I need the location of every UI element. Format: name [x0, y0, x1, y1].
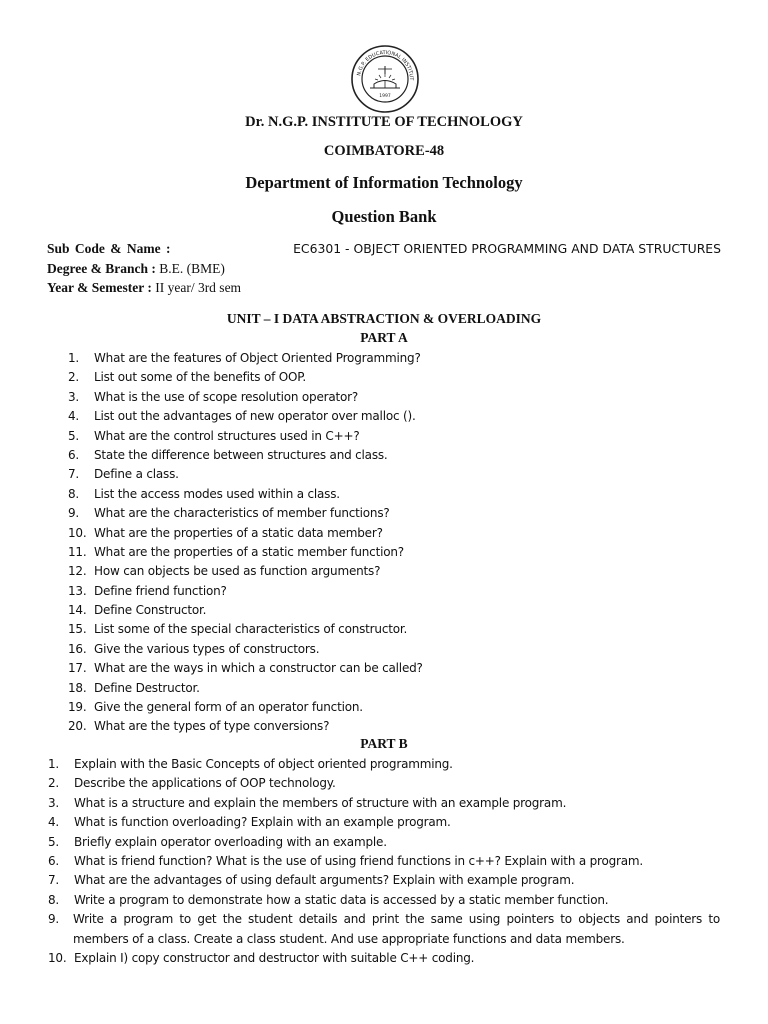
- part-b-item: [0, 910, 768, 949]
- part-a-item: [0, 717, 768, 736]
- item-text: Briefly explain operator overloading with an example.: [74, 834, 387, 849]
- item-number: 3.: [68, 389, 80, 404]
- item-text: What are the advantages of using default arguments? Explain with example program.: [74, 873, 575, 888]
- item-text: What are the ways in which a constructor can be called?: [94, 661, 423, 676]
- item-number: 18.: [68, 680, 87, 695]
- item-number: 14.: [68, 603, 87, 618]
- part-b-list: [0, 755, 768, 968]
- item-number: 19.: [68, 700, 87, 715]
- part-a-item: [0, 679, 768, 698]
- item-text: What are the characteristics of member functions?: [94, 506, 390, 521]
- part-a-item: [0, 465, 768, 484]
- part-b-item: [0, 852, 768, 871]
- year-value: II year/ 3rd sem: [155, 280, 242, 295]
- part-a-item: [0, 640, 768, 659]
- part-a-item: [0, 659, 768, 678]
- year-line: [47, 280, 241, 296]
- item-number: 8.: [48, 892, 60, 907]
- item-text: Give the various types of constructors.: [94, 641, 320, 656]
- part-a-item: [0, 427, 768, 446]
- part-b-item: [0, 774, 768, 793]
- part-b-item: [0, 891, 768, 910]
- part-a-item: [0, 446, 768, 465]
- item-number: 1.: [68, 351, 80, 365]
- item-text: List some of the special characteristics of constructor.: [94, 622, 408, 637]
- part-b-item: [0, 813, 768, 832]
- part-a-item: [0, 698, 768, 717]
- item-number: 6.: [48, 853, 60, 868]
- part-b-item: [0, 949, 768, 968]
- part-a-list: [0, 349, 768, 737]
- part-a-item: [0, 620, 768, 639]
- item-number: 20.: [68, 719, 87, 734]
- part-a-item: [0, 524, 768, 543]
- part-a-item: [0, 407, 768, 426]
- item-text: Define friend function?: [94, 583, 227, 598]
- item-number: 13.: [68, 583, 87, 598]
- subject-label: Sub Code & Name :: [47, 241, 171, 256]
- department-title: Department of Information Technology: [245, 173, 523, 192]
- item-text: List out some of the benefits of OOP.: [94, 370, 306, 385]
- item-text: What are the types of type conversions?: [94, 719, 330, 734]
- subject-line: [47, 241, 721, 257]
- part-a-title: PART A: [360, 330, 408, 345]
- year-label: Year & Semester :: [47, 280, 152, 295]
- item-text: What is the use of scope resolution operator?: [94, 389, 359, 404]
- part-a-item: [0, 582, 768, 601]
- degree-value: B.E. (BME): [159, 261, 225, 276]
- item-number: 2.: [68, 370, 80, 385]
- item-text: Define Constructor.: [94, 603, 207, 618]
- part-b-item: [0, 794, 768, 813]
- unit-title: UNIT – I DATA ABSTRACTION & OVERLOADING: [226, 311, 542, 326]
- item-number: 11.: [68, 544, 87, 559]
- degree-line: [47, 261, 225, 277]
- item-text: Define Destructor.: [94, 680, 200, 695]
- part-b-item: [0, 871, 768, 890]
- item-number: 3.: [48, 795, 60, 810]
- item-number: 9.: [48, 912, 60, 927]
- item-text: List out the advantages of new operator over malloc ().: [94, 409, 416, 424]
- part-a-item: [0, 485, 768, 504]
- item-number: 9.: [68, 506, 80, 521]
- part-a-item: [0, 601, 768, 620]
- institute-city: COIMBATORE-48: [323, 143, 445, 159]
- item-number: 5.: [68, 428, 80, 443]
- item-number: 16.: [68, 641, 87, 656]
- item-text: List the access modes used within a class.: [94, 486, 340, 501]
- item-text: What is friend function? What is the use of using friend functions in c++? Explain with a program.: [74, 853, 644, 868]
- item-number: 6.: [68, 447, 80, 462]
- item-text: What are the properties of a static member function?: [94, 544, 404, 559]
- item-text: Give the general form of an operator function.: [94, 700, 363, 715]
- item-text: Write a program to get the student details and print the same using pointers to objects and pointers to members of a class. Create a class student. And use appropriate functions and data members.: [73, 912, 720, 946]
- part-a-item: [0, 504, 768, 523]
- item-text: Explain I) copy constructor and destructor with suitable C++ coding.: [74, 950, 475, 965]
- item-text: Explain with the Basic Concepts of object oriented programming.: [74, 757, 453, 771]
- item-number: 4.: [68, 409, 80, 424]
- item-number: 2.: [48, 776, 60, 791]
- item-text: State the difference between structures and class.: [94, 447, 388, 462]
- item-text: Define a class.: [94, 467, 179, 482]
- item-text: What is a structure and explain the members of structure with an example program.: [74, 795, 567, 810]
- item-number: 15.: [68, 622, 87, 637]
- part-a-item: [0, 388, 768, 407]
- item-number: 12.: [68, 564, 87, 579]
- item-number: 5.: [48, 834, 60, 849]
- part-b-title: PART B: [360, 736, 408, 751]
- item-text: What is function overloading? Explain with an example program.: [74, 815, 451, 830]
- part-a-item: [0, 562, 768, 581]
- document-title: Question Bank: [331, 207, 437, 226]
- item-number: 8.: [68, 486, 80, 501]
- item-number: 7.: [68, 467, 80, 482]
- item-number: 17.: [68, 661, 87, 676]
- svg-text:1997: 1997: [379, 94, 391, 99]
- item-number: 7.: [48, 873, 60, 888]
- item-number: 1.: [48, 757, 60, 771]
- item-text: What are the features of Object Oriented Programming?: [94, 351, 421, 365]
- item-text: Write a program to demonstrate how a static data is accessed by a static member function.: [74, 892, 609, 907]
- item-text: How can objects be used as function arguments?: [94, 564, 381, 579]
- part-b-item: [0, 833, 768, 852]
- part-a-item: [0, 543, 768, 562]
- item-text: Describe the applications of OOP technology.: [74, 776, 336, 791]
- item-number: 10.: [48, 950, 67, 965]
- part-b-item: [0, 755, 768, 774]
- institute-seal-logo: [350, 44, 420, 114]
- institute-name: Dr. N.G.P. INSTITUTE OF TECHNOLOGY: [245, 114, 523, 130]
- part-a-item: [0, 368, 768, 387]
- svg-text:N.G.P. EDUCATIONAL INSTITUTION: N.G.P. EDUCATIONAL INSTITUT: [356, 49, 415, 81]
- degree-label: Degree & Branch :: [47, 261, 156, 276]
- item-number: 10.: [68, 525, 87, 540]
- part-a-item: [0, 349, 768, 368]
- subject-value: EC6301 - OBJECT ORIENTED PROGRAMMING AND DATA STRUCTURES: [293, 241, 721, 256]
- item-text: What are the properties of a static data member?: [94, 525, 383, 540]
- item-number: 4.: [48, 815, 60, 830]
- item-text: What are the control structures used in C++?: [94, 428, 360, 443]
